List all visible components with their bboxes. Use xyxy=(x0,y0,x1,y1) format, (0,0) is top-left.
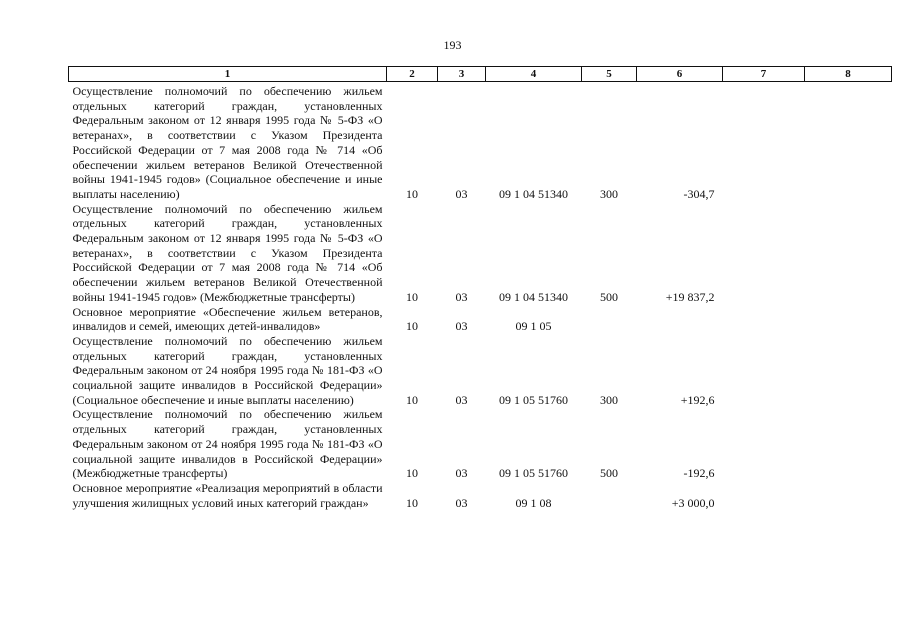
row-col-7 xyxy=(723,481,805,510)
row-section: 10 xyxy=(406,319,418,334)
row-col-7 xyxy=(723,82,805,202)
row-col-8 xyxy=(805,407,892,481)
row-description: Осуществление полномочий по обеспечению жильем отдельных категорий граждан, установленных Федеральным законом от 24 ноября 1995 года № 181-ФЗ «О социальной защите инвалидов в Российской Федерации» (Социальное обеспечение и иные выплаты населению) xyxy=(72,333,383,407)
row-expense-type xyxy=(582,481,637,510)
row-target-code: 09 1 04 51340 xyxy=(499,186,568,201)
row-section: 10 xyxy=(406,495,418,510)
column-header-6: 6 xyxy=(637,67,723,82)
row-expense-type: 300 xyxy=(600,392,618,407)
row-col-7 xyxy=(723,202,805,305)
row-target-code: 09 1 05 51760 xyxy=(499,392,568,407)
table-row xyxy=(69,481,892,510)
header-row xyxy=(69,67,892,82)
row-col-7 xyxy=(723,407,805,481)
row-target-code: 09 1 05 51760 xyxy=(499,466,568,481)
page-number: 193 xyxy=(443,38,462,52)
row-expense-type xyxy=(582,305,637,334)
row-subsection: 03 xyxy=(455,392,468,407)
column-header-7: 7 xyxy=(723,67,805,82)
row-section: 10 xyxy=(406,466,418,481)
row-target-code: 09 1 08 xyxy=(515,495,552,510)
row-col-7 xyxy=(723,305,805,334)
row-expense-type: 500 xyxy=(600,466,618,481)
row-target-code: 09 1 05 xyxy=(515,319,552,334)
column-header-5: 5 xyxy=(582,67,637,82)
row-col-8 xyxy=(805,305,892,334)
row-expense-type: 500 xyxy=(600,289,618,304)
row-amount: +192,6 xyxy=(680,392,715,407)
row-col-8 xyxy=(805,334,892,408)
row-col-7 xyxy=(723,334,805,408)
row-subsection: 03 xyxy=(455,186,468,201)
row-amount xyxy=(637,305,723,334)
column-header-4: 4 xyxy=(486,67,582,82)
row-amount: -192,6 xyxy=(683,466,715,481)
column-header-1: 1 xyxy=(69,67,387,82)
column-header-3: 3 xyxy=(438,67,486,82)
row-section: 10 xyxy=(406,186,418,201)
row-subsection: 03 xyxy=(455,319,468,334)
row-description: Осуществление полномочий по обеспечению жильем отдельных категорий граждан, установленных Федеральным законом от 24 ноября 1995 года № 181-ФЗ «О социальной защите инвалидов в Российской Федерации» (Межбюджетные трансферты) xyxy=(72,407,383,481)
row-target-code: 09 1 04 51340 xyxy=(499,289,568,304)
row-subsection: 03 xyxy=(455,466,468,481)
table-row xyxy=(69,305,892,334)
row-subsection: 03 xyxy=(455,289,468,304)
table-header xyxy=(69,67,892,82)
row-col-8 xyxy=(805,202,892,305)
row-amount: +3 000,0 xyxy=(671,495,715,510)
row-description: Осуществление полномочий по обеспечению жильем отдельных категорий граждан, установленных Федеральным законом от 12 января 1995 года № 5-ФЗ «О ветеранах», в соответствии с Указом Президента Российской Федерации от 7 мая 2008 года № 714 «Об обеспечении жильем ветеранов Великой Отечественной войны 1941-1945 годов» (Социальное обеспечение и иные выплаты населению) xyxy=(72,84,383,201)
row-section: 10 xyxy=(406,392,418,407)
row-description: Основное мероприятие «Реализация мероприятий в области улучшения жилищных условий иных категорий граждан» xyxy=(72,480,383,510)
table-row xyxy=(69,202,892,305)
table-row xyxy=(69,407,892,481)
row-description: Основное мероприятие «Обеспечение жильем ветеранов, инвалидов и семей, имеющих детей-инвалидов» xyxy=(72,304,383,334)
table-row xyxy=(69,334,892,408)
row-expense-type: 300 xyxy=(600,186,618,201)
row-col-8 xyxy=(805,82,892,202)
column-header-2: 2 xyxy=(387,67,438,82)
row-amount: +19 837,2 xyxy=(665,289,715,304)
row-subsection: 03 xyxy=(455,495,468,510)
row-amount: -304,7 xyxy=(683,186,715,201)
budget-table xyxy=(68,66,892,510)
row-col-8 xyxy=(805,481,892,510)
row-description: Осуществление полномочий по обеспечению жильем отдельных категорий граждан, установленных Федеральным законом от 12 января 1995 года № 5-ФЗ «О ветеранах», в соответствии с Указом Президента Российской Федерации от 7 мая 2008 года № 714 «Об обеспечении жильем ветеранов Великой Отечественной войны 1941-1945 годов» (Межбюджетные трансферты) xyxy=(72,201,383,304)
table-row xyxy=(69,82,892,202)
row-section: 10 xyxy=(406,289,418,304)
table-body xyxy=(69,82,892,511)
column-header-8: 8 xyxy=(805,67,892,82)
